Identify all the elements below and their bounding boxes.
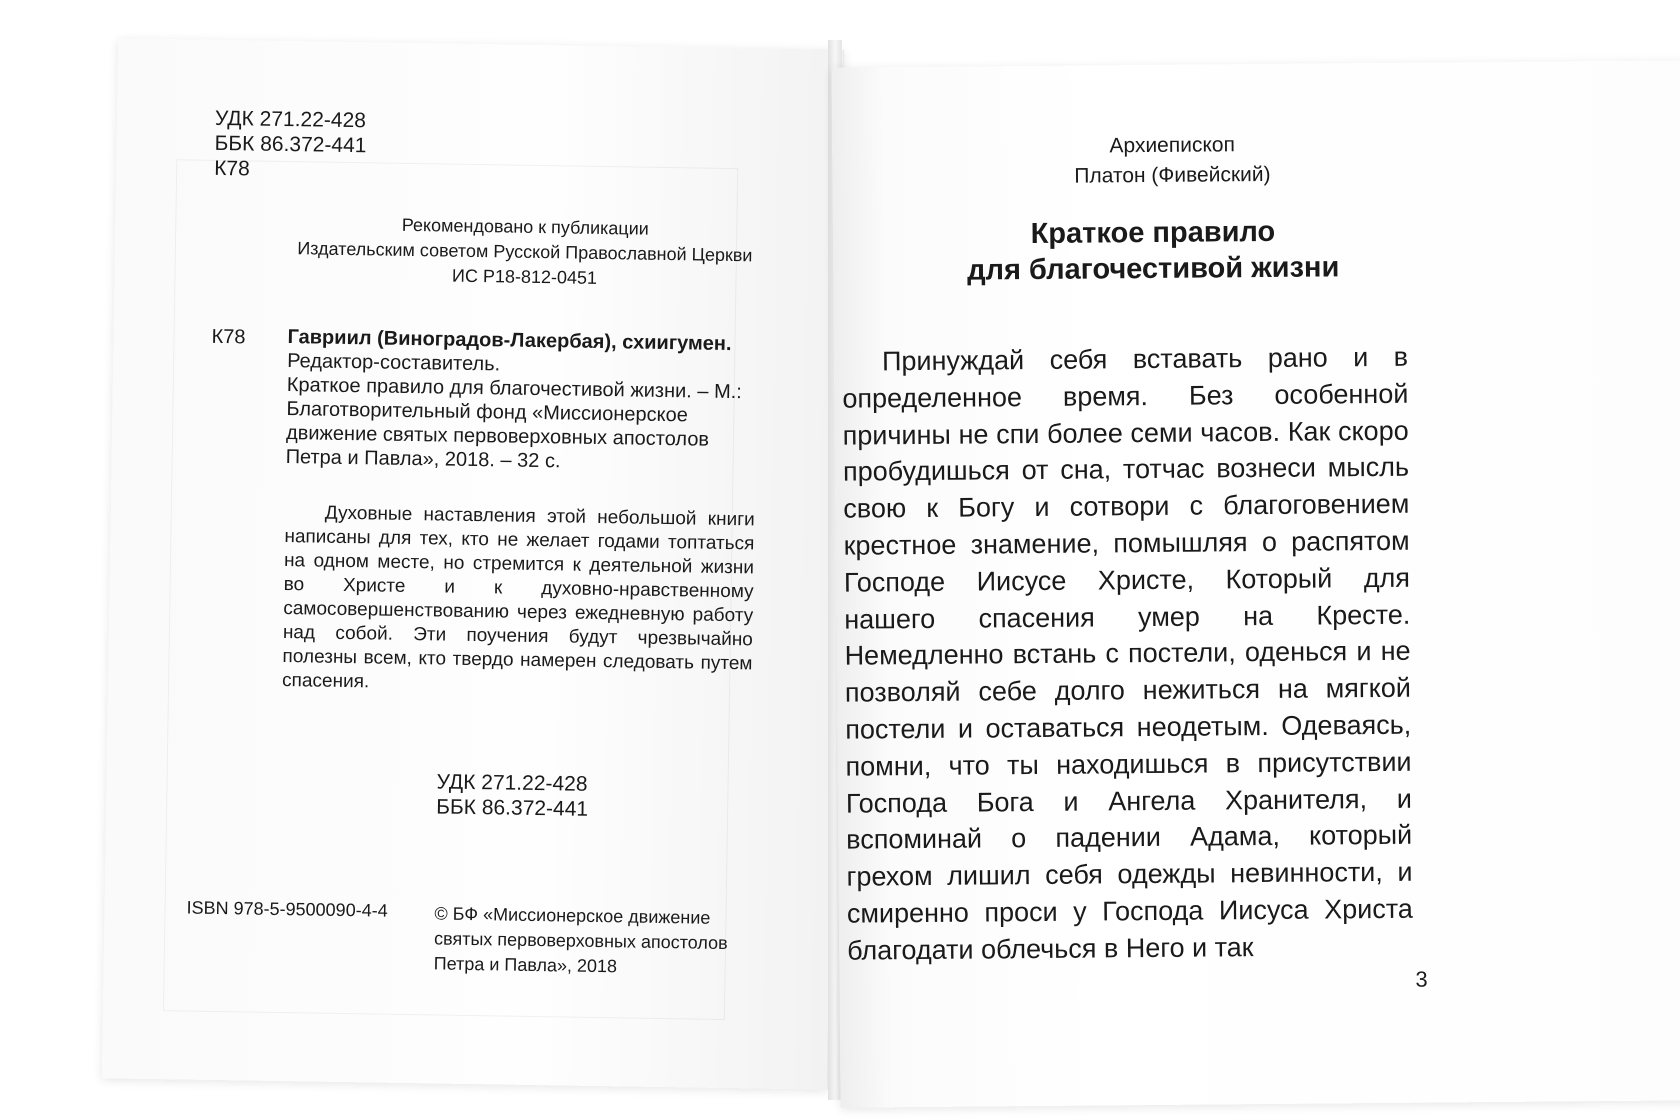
bibliographic-description: Краткое правило для благочестивой жизни. – М.: Благотворительный фонд «Миссионерское движение святых первоверховных апостолов Петра и Павла», 2018. – 32 с. — [285, 374, 742, 473]
recommendation-council: Издательским советом Русской Православной Церкви — [297, 238, 753, 266]
author-mark: К78 — [214, 156, 250, 181]
catalog-code: К78 — [211, 325, 246, 349]
chapter-body-text: Принуждай себя вставать рано и в определенное время. Без особенной причины не спи более семи часов. Как скоро пробудишься от сна, тотчас вознеси мысль свою к Богу и сотвори с благоговением крестное знамение, помышляя о распятом Господе Иисусе Христе, Который для нашего спасения умер на Кресте. Немедленно встань с постели, оденься и не позволяй себе долго нежиться на мягкой постели и оставаться неодетым. Одеваясь, помни, что ты находишься в присутствии Господа Бога и Ангела Хранителя, и вспоминай о падении Адама, который грехом лишил себя одежды невинности, и смиренно проси у Господа Иисуса Христа благодати облечься в Него и так — [842, 341, 1413, 966]
copyright-line-2: святых первоверховных апостолов — [433, 928, 728, 954]
udk-code: УДК 271.22-428 — [214, 106, 367, 133]
udk-block-bottom — [436, 769, 589, 821]
chapter-title-line-1: Краткое правило — [1030, 215, 1276, 251]
page-number: 3 — [1415, 966, 1428, 992]
copyright-line-3: Петра и Павла», 2018 — [433, 953, 618, 977]
chapter-title — [853, 212, 1454, 289]
author-rank: Архиепископ — [1109, 133, 1235, 158]
bbk-code: ББК 86.372-441 — [214, 131, 367, 158]
udk-block-top — [214, 106, 367, 183]
recommendation-block — [274, 211, 775, 294]
bibliographic-record — [285, 325, 757, 476]
editor-role: Редактор-составитель. — [286, 350, 501, 376]
left-page — [102, 38, 844, 1089]
bbk-code-bottom: ББК 86.372-441 — [435, 795, 589, 821]
recommendation-line: Рекомендовано к публикации — [401, 214, 649, 239]
author-name-right: Платон (Фивейский) — [1074, 162, 1271, 188]
copyright-block — [434, 901, 729, 981]
udk-code-bottom: УДК 271.22-428 — [436, 770, 588, 796]
right-page — [831, 60, 1680, 1107]
annotation-text: Духовные наставления этой небольшой книги написаны для тех, кто не желает годами топтаться на одном месте, но стремится к деятельной жизни во Христе и к духовно-нравственному самосовершенствованию через ежедневную работу над собой. Эти поучения будут чрезвычайно полезны всем, кто твердо намерен следовать путем спасения. — [281, 502, 755, 693]
isbn: ISBN 978-5-9500090-4-4 — [186, 897, 388, 921]
chapter-author — [962, 129, 1383, 193]
author-name: Гавриил (Виноградов-Лакербая), схиигумен. — [287, 326, 732, 356]
recommendation-number: ИС Р18-812-0451 — [451, 265, 598, 288]
chapter-title-line-2: для благочестивой жизни — [967, 251, 1340, 287]
copyright-line-1: © БФ «Миссионерское движение — [434, 903, 711, 928]
